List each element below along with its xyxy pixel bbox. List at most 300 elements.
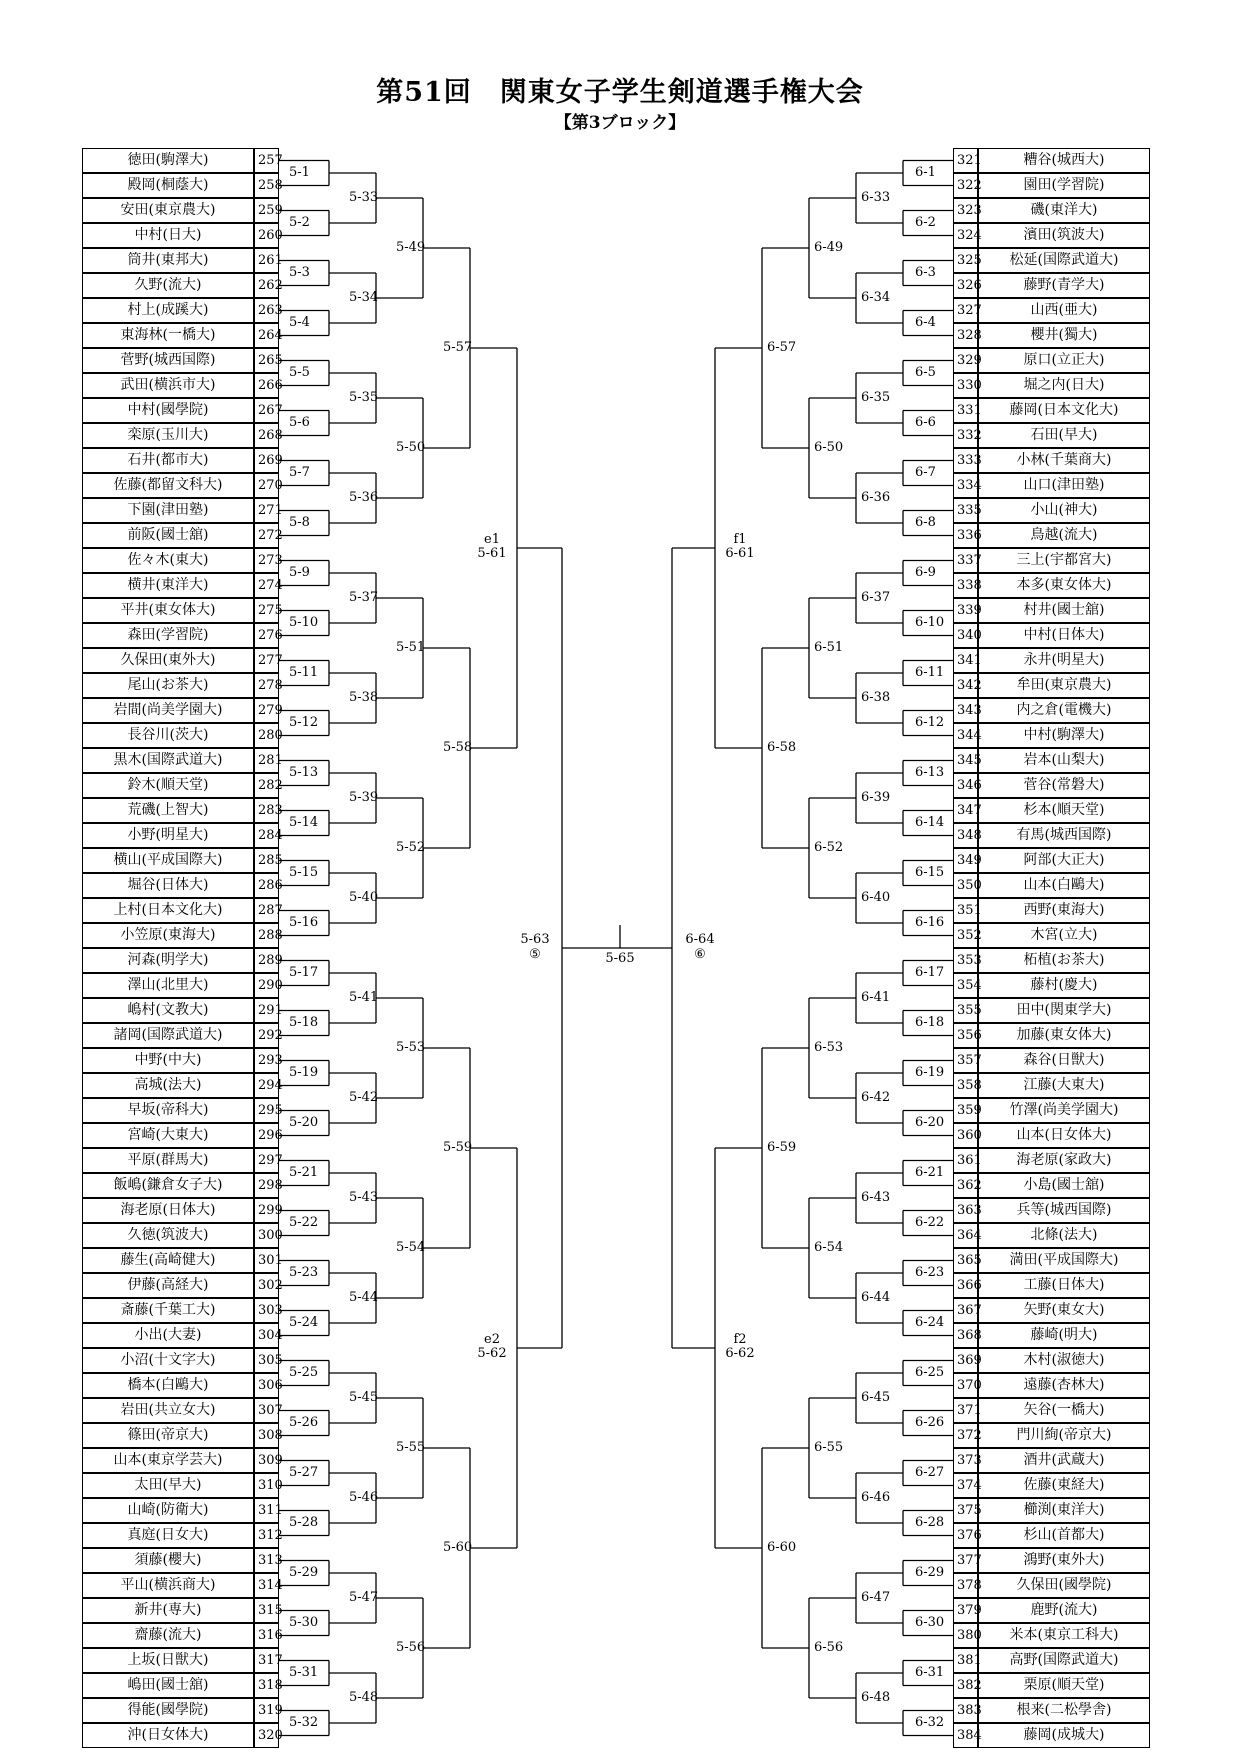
right-player-number: 367 [953,1298,978,1323]
left-r3-match-label: 5-52 [396,840,426,855]
right-player-number: 378 [953,1573,978,1598]
right-player-number: 362 [953,1173,978,1198]
right-player-number: 373 [953,1448,978,1473]
right-player-name: 藤崎(明大) [978,1323,1150,1348]
right-player-number: 375 [953,1498,978,1523]
left-player-name: 堀谷(日体大) [82,873,254,898]
right-r2-match-label: 6-37 [861,590,891,605]
left-r2-match-label: 5-47 [349,1590,379,1605]
left-player-number: 296 [254,1123,279,1148]
left-player-number: 274 [254,573,279,598]
page-title: 第51回 関東女子学生剣道選手権大会 [376,77,864,108]
right-player-name: 米本(東京工科大) [978,1623,1150,1648]
right-player-name: 木村(淑徳大) [978,1348,1150,1373]
right-player-name: 中村(駒澤大) [978,723,1150,748]
right-player-number: 358 [953,1073,978,1098]
left-player-name: 得能(國學院) [82,1698,254,1723]
left-player-name: 佐藤(都留文科大) [82,473,254,498]
left-player-name: 尾山(お茶大) [82,673,254,698]
right-player-number: 354 [953,973,978,998]
right-player-number: 348 [953,823,978,848]
right-player-number: 349 [953,848,978,873]
right-player-number: 334 [953,473,978,498]
left-r2-match-label: 5-44 [349,1290,379,1305]
left-player-number: 263 [254,298,279,323]
left-r1-match-label: 5-14 [289,815,319,830]
right-player-number: 333 [953,448,978,473]
right-player-name: 江藤(大東大) [978,1073,1150,1098]
right-player-number: 335 [953,498,978,523]
left-player-number: 258 [254,173,279,198]
left-r3-match-label: 5-50 [396,440,426,455]
left-player-name: 新井(専大) [82,1598,254,1623]
right-r2-match-label: 6-45 [861,1390,891,1405]
left-player-number: 286 [254,873,279,898]
right-player-number: 355 [953,998,978,1023]
left-player-number: 304 [254,1323,279,1348]
right-r2-match-label: 6-44 [861,1290,891,1305]
left-player-number: 283 [254,798,279,823]
right-player-name: 原口(立正大) [978,348,1150,373]
right-r3-match-label: 6-49 [814,240,844,255]
right-r4-match-label: 6-57 [767,340,797,355]
left-player-number: 303 [254,1298,279,1323]
right-r2-match-label: 6-42 [861,1090,891,1105]
right-player-number: 327 [953,298,978,323]
left-player-number: 287 [254,898,279,923]
right-player-number: 372 [953,1423,978,1448]
right-player-name: 櫛渕(東洋大) [978,1498,1150,1523]
left-player-number: 260 [254,223,279,248]
left-r2-match-label: 5-38 [349,690,379,705]
left-player-number: 281 [254,748,279,773]
left-r2-match-label: 5-40 [349,890,379,905]
right-player-name: 牟田(東京農大) [978,673,1150,698]
left-player-number: 299 [254,1198,279,1223]
left-r1-match-label: 5-6 [289,415,310,430]
left-player-name: 岩田(共立女大) [82,1398,254,1423]
right-player-number: 371 [953,1398,978,1423]
left-player-number: 318 [254,1673,279,1698]
right-r1-match-label: 6-11 [915,665,945,680]
right-player-number: 344 [953,723,978,748]
left-player-name: 筒井(東邦大) [82,248,254,273]
left-player-name: 齋藤(流大) [82,1623,254,1648]
right-r1-match-label: 6-8 [915,515,936,530]
right-r1-match-label: 6-22 [915,1215,945,1230]
right-r2-match-label: 6-40 [861,890,891,905]
right-r1-match-label: 6-3 [915,265,936,280]
right-player-name: 三上(宇都宮大) [978,548,1150,573]
right-player-name: 堀之内(日大) [978,373,1150,398]
right-player-number: 340 [953,623,978,648]
right-player-name: 酒井(武蔵大) [978,1448,1150,1473]
left-player-name: 飯嶋(鎌倉女子大) [82,1173,254,1198]
left-r1-match-label: 5-10 [289,615,319,630]
left-r3-match-label: 5-55 [396,1440,426,1455]
left-player-name: 小野(明星大) [82,823,254,848]
left-player-number: 278 [254,673,279,698]
left-player-number: 298 [254,1173,279,1198]
left-r5-match-label: 5-61 [477,546,507,561]
left-player-number: 309 [254,1448,279,1473]
left-player-number: 290 [254,973,279,998]
right-player-number: 360 [953,1123,978,1148]
right-player-name: 久保田(國學院) [978,1573,1150,1598]
left-player-name: 黒木(国際武道大) [82,748,254,773]
right-player-name: 小島(國士舘) [978,1173,1150,1198]
right-player-name: 門川絢(帝京大) [978,1423,1150,1448]
right-player-name: 松延(国際武道大) [978,248,1150,273]
left-player-number: 317 [254,1648,279,1673]
right-player-number: 368 [953,1323,978,1348]
right-player-number: 366 [953,1273,978,1298]
right-player-name: 遠藤(杏林大) [978,1373,1150,1398]
left-player-name: 中村(日大) [82,223,254,248]
right-player-number: 330 [953,373,978,398]
left-player-number: 284 [254,823,279,848]
left-r6-seat-label: ⑤ [529,947,541,962]
left-r1-match-label: 5-22 [289,1215,319,1230]
left-player-name: 菅野(城西国際) [82,348,254,373]
right-player-name: 田中(関東学大) [978,998,1150,1023]
left-r2-match-label: 5-35 [349,390,379,405]
right-r2-match-label: 6-41 [861,990,891,1005]
left-player-name: 澤山(北里大) [82,973,254,998]
right-r3-match-label: 6-56 [814,1640,844,1655]
right-r1-match-label: 6-2 [915,215,936,230]
right-player-number: 364 [953,1223,978,1248]
right-player-name: 石田(早大) [978,423,1150,448]
right-player-name: 櫻井(獨大) [978,323,1150,348]
left-r1-match-label: 5-19 [289,1065,319,1080]
left-player-name: 河森(明学大) [82,948,254,973]
left-player-number: 261 [254,248,279,273]
left-player-number: 273 [254,548,279,573]
right-r1-match-label: 6-18 [915,1015,945,1030]
left-r2-match-label: 5-43 [349,1190,379,1205]
left-player-name: 高城(法大) [82,1073,254,1098]
right-player-name: 杉本(順天堂) [978,798,1150,823]
left-r1-match-label: 5-12 [289,715,319,730]
left-player-number: 291 [254,998,279,1023]
left-player-name: 平山(横浜商大) [82,1573,254,1598]
right-player-number: 359 [953,1098,978,1123]
right-player-name: 有馬(城西国際) [978,823,1150,848]
right-r1-match-label: 6-10 [915,615,945,630]
right-player-name: 栗原(順天堂) [978,1673,1150,1698]
left-player-name: 藤生(高崎健大) [82,1248,254,1273]
right-player-name: 藤岡(成城大) [978,1723,1150,1748]
left-player-number: 268 [254,423,279,448]
right-r1-match-label: 6-26 [915,1415,945,1430]
right-player-name: 加藤(東女体大) [978,1023,1150,1048]
left-r1-match-label: 5-5 [289,365,310,380]
left-player-name: 嶋村(文教大) [82,998,254,1023]
left-r3-match-label: 5-51 [396,640,426,655]
left-player-number: 289 [254,948,279,973]
right-player-number: 323 [953,198,978,223]
left-player-number: 313 [254,1548,279,1573]
left-player-number: 257 [254,148,279,173]
left-r4-match-label: 5-59 [443,1140,473,1155]
left-player-name: 久保田(東外大) [82,648,254,673]
left-player-number: 271 [254,498,279,523]
right-r1-match-label: 6-21 [915,1165,945,1180]
left-player-number: 305 [254,1348,279,1373]
right-player-number: 363 [953,1198,978,1223]
right-r5-code-label: f1 [733,532,747,547]
right-player-number: 326 [953,273,978,298]
left-r3-match-label: 5-56 [396,1640,426,1655]
right-r5-code-label: f2 [733,1332,747,1347]
left-player-name: 小笠原(東海大) [82,923,254,948]
right-player-number: 356 [953,1023,978,1048]
left-player-number: 301 [254,1248,279,1273]
right-r1-match-label: 6-28 [915,1515,945,1530]
right-r2-match-label: 6-47 [861,1590,891,1605]
right-r6-seat-label: ⑥ [694,947,706,962]
right-r5-match-label: 6-62 [725,1346,755,1361]
left-player-name: 小沼(十文字大) [82,1348,254,1373]
right-player-name: 工藤(日体大) [978,1273,1150,1298]
left-r6-match-label: 5-63 [520,932,550,947]
right-player-name: 西野(東海大) [978,898,1150,923]
right-player-name: 阿部(大正大) [978,848,1150,873]
left-player-number: 311 [254,1498,279,1523]
right-r1-match-label: 6-13 [915,765,945,780]
right-player-number: 346 [953,773,978,798]
right-player-name: 岩本(山梨大) [978,748,1150,773]
left-r1-match-label: 5-8 [289,515,310,530]
right-player-number: 339 [953,598,978,623]
right-r1-match-label: 6-20 [915,1115,945,1130]
left-r2-match-label: 5-42 [349,1090,379,1105]
left-player-number: 320 [254,1723,279,1748]
left-player-number: 265 [254,348,279,373]
right-player-name: 柘植(お茶大) [978,948,1150,973]
right-r1-match-label: 6-29 [915,1565,945,1580]
left-r1-match-label: 5-17 [289,965,319,980]
left-player-name: 久野(流大) [82,273,254,298]
left-r1-match-label: 5-29 [289,1565,319,1580]
left-player-name: 下園(津田塾) [82,498,254,523]
right-player-number: 322 [953,173,978,198]
left-player-number: 297 [254,1148,279,1173]
right-player-name: 高野(国際武道大) [978,1648,1150,1673]
left-r2-match-label: 5-34 [349,290,379,305]
left-r1-match-label: 5-32 [289,1715,319,1730]
right-r4-match-label: 6-58 [767,740,797,755]
left-player-name: 徳田(駒澤大) [82,148,254,173]
left-player-number: 277 [254,648,279,673]
right-player-number: 369 [953,1348,978,1373]
left-player-number: 275 [254,598,279,623]
left-r2-match-label: 5-39 [349,790,379,805]
left-player-number: 259 [254,198,279,223]
right-player-number: 380 [953,1623,978,1648]
left-player-number: 292 [254,1023,279,1048]
right-r2-match-label: 6-38 [861,690,891,705]
right-player-name: 北條(法大) [978,1223,1150,1248]
right-player-name: 矢谷(一橋大) [978,1398,1150,1423]
left-player-name: 山本(東京学芸大) [82,1448,254,1473]
left-player-name: 佐々木(東大) [82,548,254,573]
left-r2-match-label: 5-33 [349,190,379,205]
left-player-name: 村上(成蹊大) [82,298,254,323]
right-r3-match-label: 6-53 [814,1040,844,1055]
left-r1-match-label: 5-18 [289,1015,319,1030]
left-r2-match-label: 5-36 [349,490,379,505]
left-r5-match-label: 5-62 [477,1346,507,1361]
right-player-number: 383 [953,1698,978,1723]
right-player-number: 321 [953,148,978,173]
right-r3-match-label: 6-54 [814,1240,844,1255]
right-player-number: 357 [953,1048,978,1073]
right-player-number: 374 [953,1473,978,1498]
right-player-name: 永井(明星大) [978,648,1150,673]
left-r1-match-label: 5-13 [289,765,319,780]
right-player-number: 379 [953,1598,978,1623]
left-player-number: 307 [254,1398,279,1423]
right-player-name: 山西(亜大) [978,298,1150,323]
left-player-name: 久徳(筑波大) [82,1223,254,1248]
right-player-name: 海老原(家政大) [978,1148,1150,1173]
left-r4-match-label: 5-57 [443,340,473,355]
right-r2-match-label: 6-33 [861,190,891,205]
right-player-number: 332 [953,423,978,448]
right-r1-match-label: 6-31 [915,1665,945,1680]
right-player-number: 365 [953,1248,978,1273]
right-player-name: 満田(平成国際大) [978,1248,1150,1273]
right-player-name: 鳥越(流大) [978,523,1150,548]
left-player-name: 横山(平成国際大) [82,848,254,873]
right-r2-match-label: 6-48 [861,1690,891,1705]
left-r3-match-label: 5-49 [396,240,426,255]
right-player-name: 竹澤(尚美学園大) [978,1098,1150,1123]
left-r2-match-label: 5-37 [349,590,379,605]
left-r1-match-label: 5-27 [289,1465,319,1480]
right-r4-match-label: 6-59 [767,1140,797,1155]
right-r1-match-label: 6-7 [915,465,936,480]
left-player-name: 嶋田(國士舘) [82,1673,254,1698]
right-player-number: 328 [953,323,978,348]
right-player-number: 376 [953,1523,978,1548]
left-player-number: 293 [254,1048,279,1073]
left-player-number: 285 [254,848,279,873]
left-player-name: 橋本(白鷗大) [82,1373,254,1398]
right-r5-match-label: 6-61 [725,546,755,561]
left-r1-match-label: 5-20 [289,1115,319,1130]
left-r1-match-label: 5-7 [289,465,310,480]
right-player-name: 鹿野(流大) [978,1598,1150,1623]
left-player-name: 武田(横浜市大) [82,373,254,398]
left-player-name: 須藤(櫻大) [82,1548,254,1573]
left-player-name: 石井(都市大) [82,448,254,473]
right-player-name: 矢野(東女大) [978,1298,1150,1323]
right-player-name: 兵等(城西国際) [978,1198,1150,1223]
right-r1-match-label: 6-4 [915,315,936,330]
left-player-name: 宮崎(大東大) [82,1123,254,1148]
left-r1-match-label: 5-2 [289,215,310,230]
right-player-number: 336 [953,523,978,548]
left-player-number: 282 [254,773,279,798]
right-player-name: 木宮(立大) [978,923,1150,948]
left-r1-match-label: 5-16 [289,915,319,930]
right-r4-match-label: 6-60 [767,1540,797,1555]
left-r1-match-label: 5-9 [289,565,310,580]
right-player-name: 磯(東洋大) [978,198,1150,223]
right-player-number: 361 [953,1148,978,1173]
right-player-name: 根来(二松學舎) [978,1698,1150,1723]
right-player-name: 本多(東女体大) [978,573,1150,598]
left-player-number: 264 [254,323,279,348]
right-player-number: 324 [953,223,978,248]
left-player-name: 横井(東洋大) [82,573,254,598]
left-player-name: 山崎(防衛大) [82,1498,254,1523]
right-r1-match-label: 6-16 [915,915,945,930]
left-player-number: 280 [254,723,279,748]
left-player-name: 早坂(帝科大) [82,1098,254,1123]
left-r1-match-label: 5-23 [289,1265,319,1280]
left-r1-match-label: 5-1 [289,165,310,180]
right-r1-match-label: 6-32 [915,1715,945,1730]
left-player-number: 270 [254,473,279,498]
left-r1-match-label: 5-25 [289,1365,319,1380]
left-r2-match-label: 5-46 [349,1490,379,1505]
right-player-name: 鴻野(東外大) [978,1548,1150,1573]
left-player-number: 316 [254,1623,279,1648]
right-player-number: 370 [953,1373,978,1398]
right-player-number: 331 [953,398,978,423]
final-match-label: 5-65 [605,951,635,966]
left-player-number: 306 [254,1373,279,1398]
right-player-number: 345 [953,748,978,773]
right-r3-match-label: 6-51 [814,640,844,655]
left-player-name: 殿岡(桐蔭大) [82,173,254,198]
left-r1-match-label: 5-28 [289,1515,319,1530]
left-player-name: 鈴木(順天堂) [82,773,254,798]
left-player-name: 前阪(國士舘) [82,523,254,548]
left-player-name: 海老原(日体大) [82,1198,254,1223]
right-player-name: 内之倉(電機大) [978,698,1150,723]
right-player-number: 350 [953,873,978,898]
left-r1-match-label: 5-4 [289,315,310,330]
right-player-number: 341 [953,648,978,673]
right-r1-match-label: 6-12 [915,715,945,730]
left-player-name: 小出(大妻) [82,1323,254,1348]
left-player-name: 真庭(日女大) [82,1523,254,1548]
left-player-name: 荒磯(上智大) [82,798,254,823]
left-player-name: 東海林(一橋大) [82,323,254,348]
right-r2-match-label: 6-34 [861,290,891,305]
right-player-name: 杉山(首都大) [978,1523,1150,1548]
left-player-number: 302 [254,1273,279,1298]
right-r2-match-label: 6-39 [861,790,891,805]
left-r4-match-label: 5-60 [443,1540,473,1555]
left-player-name: 森田(学習院) [82,623,254,648]
right-r1-match-label: 6-5 [915,365,936,380]
right-player-number: 338 [953,573,978,598]
right-r3-match-label: 6-50 [814,440,844,455]
left-r2-match-label: 5-48 [349,1690,379,1705]
right-r2-match-label: 6-46 [861,1490,891,1505]
left-r1-match-label: 5-24 [289,1315,319,1330]
right-player-name: 森谷(日獣大) [978,1048,1150,1073]
left-player-number: 294 [254,1073,279,1098]
right-player-name: 藤村(慶大) [978,973,1150,998]
left-player-number: 300 [254,1223,279,1248]
